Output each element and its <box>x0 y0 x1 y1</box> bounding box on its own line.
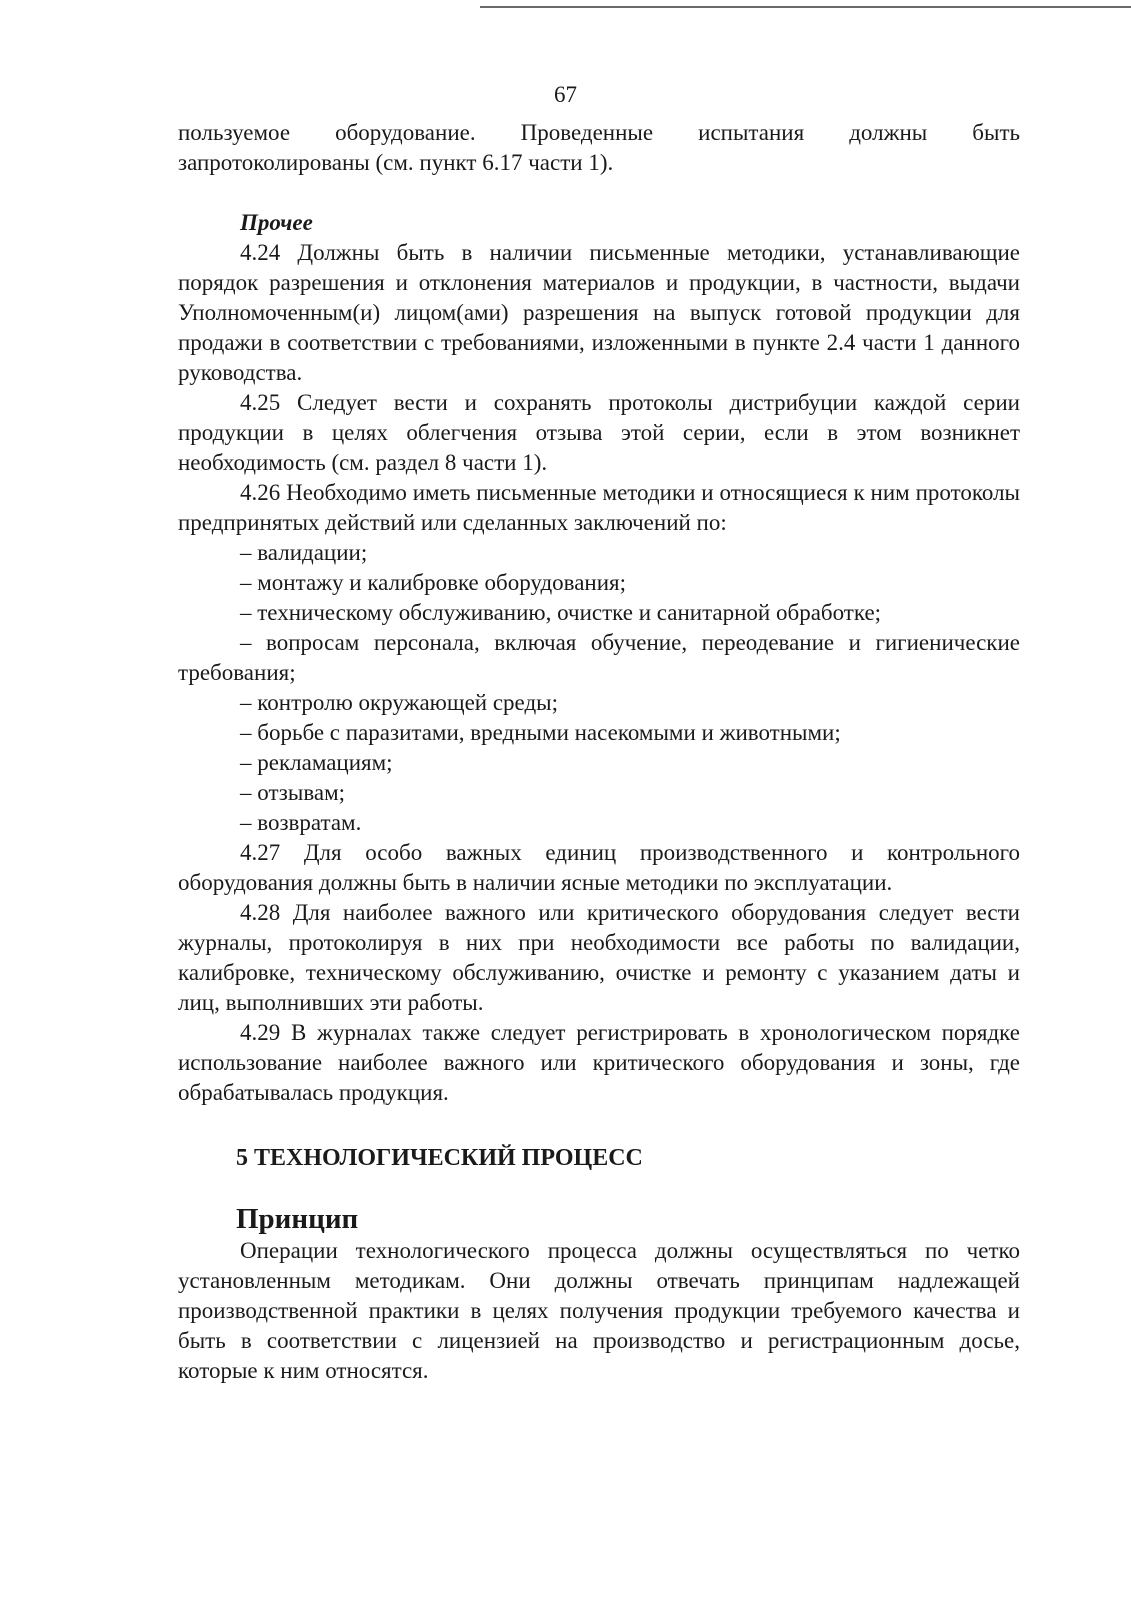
paragraph-4-29: 4.29 В журналах также следует регистрировать в хронологическом порядке использование наиболее важного или критического оборудования и зоны, где обрабатывалась продукция. <box>178 1020 1020 1105</box>
principle-heading: Принцип <box>236 1203 359 1235</box>
list-item: – рекламациям; <box>240 750 393 775</box>
list-item: – монтажу и калибровке оборудования; <box>240 570 627 595</box>
continued-paragraph: пользуемое оборудование. Проведенные испытания должны быть запротоколированы (см. пункт 6.17 части 1). <box>178 120 1020 175</box>
subsection-title: Прочее <box>240 210 313 235</box>
page-number: 67 <box>554 82 577 107</box>
list-item: – отзывам; <box>240 780 346 805</box>
paragraph-4-25: 4.25 Следует вести и сохранять протоколы дистрибуции каждой серии продукции в целях облегчения отзыва этой серии, если в этом возникнет необходимость (см. раздел 8 части 1). <box>178 390 1020 475</box>
list-item: – возвратам. <box>240 810 362 835</box>
paragraph-4-24: 4.24 Должны быть в наличии письменные методики, устанавливающие порядок разрешения и отклонения материалов и продукции, в частности, выдачи Уполномоченным(и) лицом(ами) разрешения на выпуск готовой продукции для продажи в соответствии с требованиями, изложенными в пункте 2.4 части 1 данного руководства. <box>178 240 1020 385</box>
paragraph-4-26: 4.26 Необходимо иметь письменные методики и относящиеся к ним протоколы предпринятых действий или сделанных заключений по: <box>178 480 1020 535</box>
list-4-26 <box>178 538 1020 838</box>
list-item: – вопросам персонала, включая обучение, переодевание и гигиенические требования; <box>178 630 1020 685</box>
principle-paragraph: Операции технологического процесса должны осуществляться по четко установленным методикам. Они должны отвечать принципам надлежащей производственной практики в целях получения продукции требуемого качества и быть в соответствии с лицензией на производство и регистрационным досье, которые к ним относятся. <box>178 1238 1020 1383</box>
list-item: – валидации; <box>240 540 368 565</box>
list-item: – борьбе с паразитами, вредными насекомыми и животными; <box>240 720 841 745</box>
list-item: – техническому обслуживанию, очистке и санитарной обработке; <box>240 600 882 625</box>
paragraph-4-27: 4.27 Для особо важных единиц производственного и контрольного оборудования должны быть в наличии ясные методики по эксплуатации. <box>178 840 1020 895</box>
paragraph-4-28: 4.28 Для наиболее важного или критического оборудования следует вести журналы, протоколируя в них при необходимости все работы по валидации, калибровке, техническому обслуживанию, очистке и ремонту с указанием даты и лиц, выполнивших эти работы. <box>178 900 1020 1015</box>
list-item: – контролю окружающей среды; <box>240 690 558 715</box>
section-heading: 5 ТЕХНОЛОГИЧЕСКИЙ ПРОЦЕСС <box>236 1145 643 1171</box>
text-column <box>178 118 1020 1386</box>
